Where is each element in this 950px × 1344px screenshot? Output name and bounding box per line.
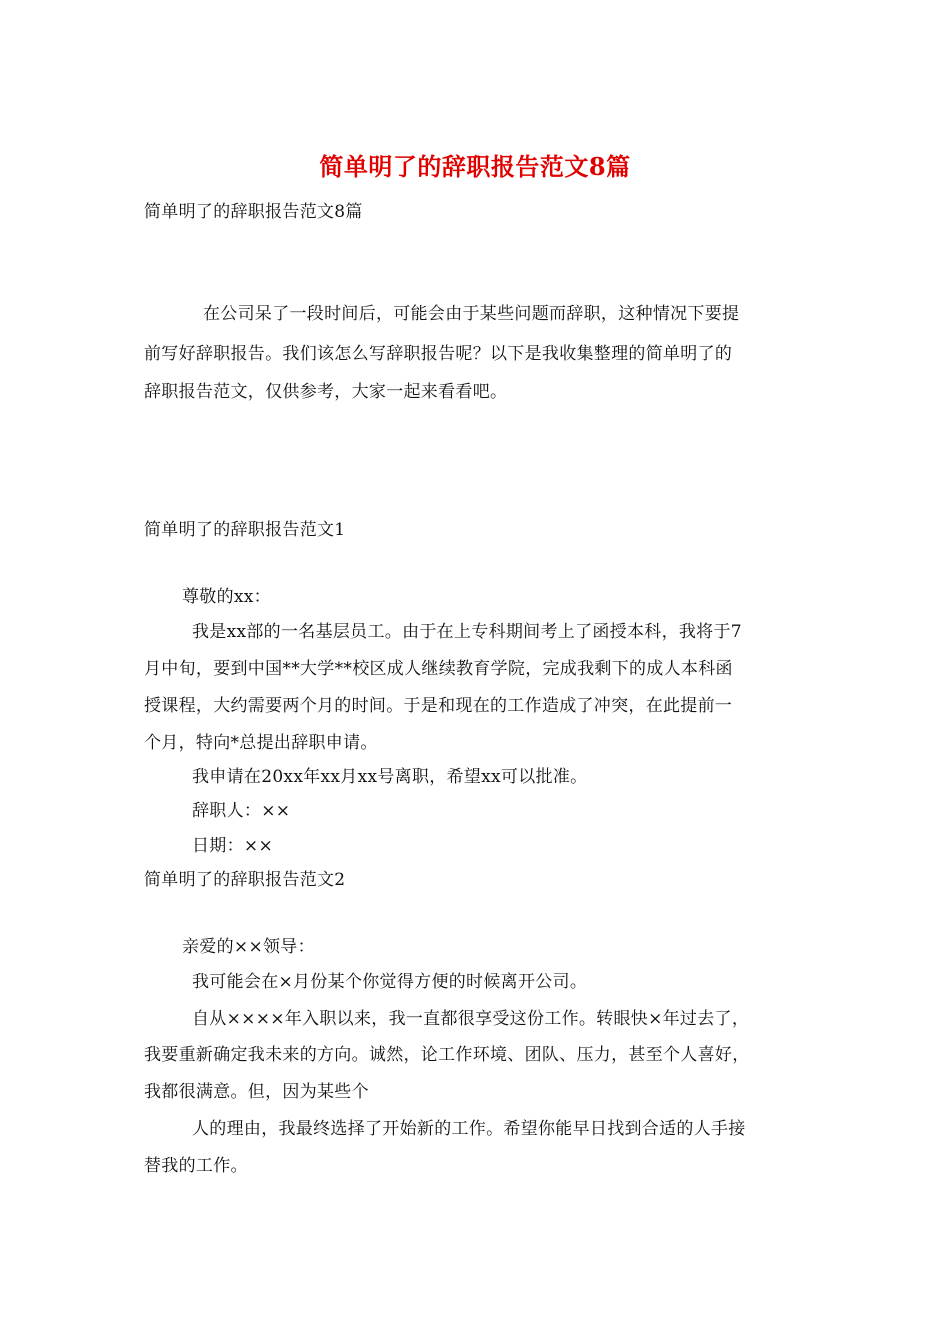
section1-greeting: 尊敬的xx： — [182, 587, 271, 607]
section2-p3-line-1: 人的理由，我最终选择了开始新的工作。希望你能早日找到合适的人手接 — [192, 1119, 746, 1139]
document-title: 简单明了的辞职报告范文8篇 — [319, 152, 631, 181]
intro-line-2: 前写好辞职报告。我们该怎么写辞职报告呢？以下是我收集整理的简单明了的 — [144, 344, 733, 364]
section1-body-line-4: 个月，特向*总提出辞职申请。 — [144, 733, 378, 753]
section2-p2-line-3: 我都很满意。但，因为某些个 — [144, 1082, 369, 1102]
section2-greeting: 亲爱的××领导： — [182, 937, 315, 957]
section2-heading: 简单明了的辞职报告范文2 — [144, 870, 346, 890]
section1-body-line-1: 我是xx部的一名基层员工。由于在上专科期间考上了函授本科，我将于7 — [192, 622, 742, 642]
intro-line-3: 辞职报告范文，仅供参考，大家一起来看看吧。 — [144, 382, 508, 402]
section2-p2-line-2: 我要重新确定我未来的方向。诚然，论工作环境、团队、压力，甚至个人喜好， — [144, 1045, 750, 1065]
section1-signer: 辞职人：×× — [192, 801, 291, 821]
section1-request: 我申请在20xx年xx月xx号离职，希望xx可以批准。 — [192, 767, 588, 787]
section1-date: 日期：×× — [192, 836, 273, 856]
section2-p2-line-1: 自从××××年入职以来，我一直都很享受这份工作。转眼快×年过去了， — [192, 1009, 750, 1029]
document-subtitle: 简单明了的辞职报告范文8篇 — [144, 202, 363, 222]
intro-line-1: 在公司呆了一段时间后，可能会由于某些问题而辞职，这种情况下要提 — [203, 304, 740, 324]
section1-heading: 简单明了的辞职报告范文1 — [144, 520, 346, 540]
section1-body-line-2: 月中旬，要到中国**大学**校区成人继续教育学院，完成我剩下的成人本科函 — [144, 659, 733, 679]
section2-p3-line-2: 替我的工作。 — [144, 1156, 248, 1176]
section2-p1: 我可能会在×月份某个你觉得方便的时候离开公司。 — [192, 972, 588, 992]
section1-body-line-3: 授课程，大约需要两个月的时间。于是和现在的工作造成了冲突，在此提前一 — [144, 696, 733, 716]
